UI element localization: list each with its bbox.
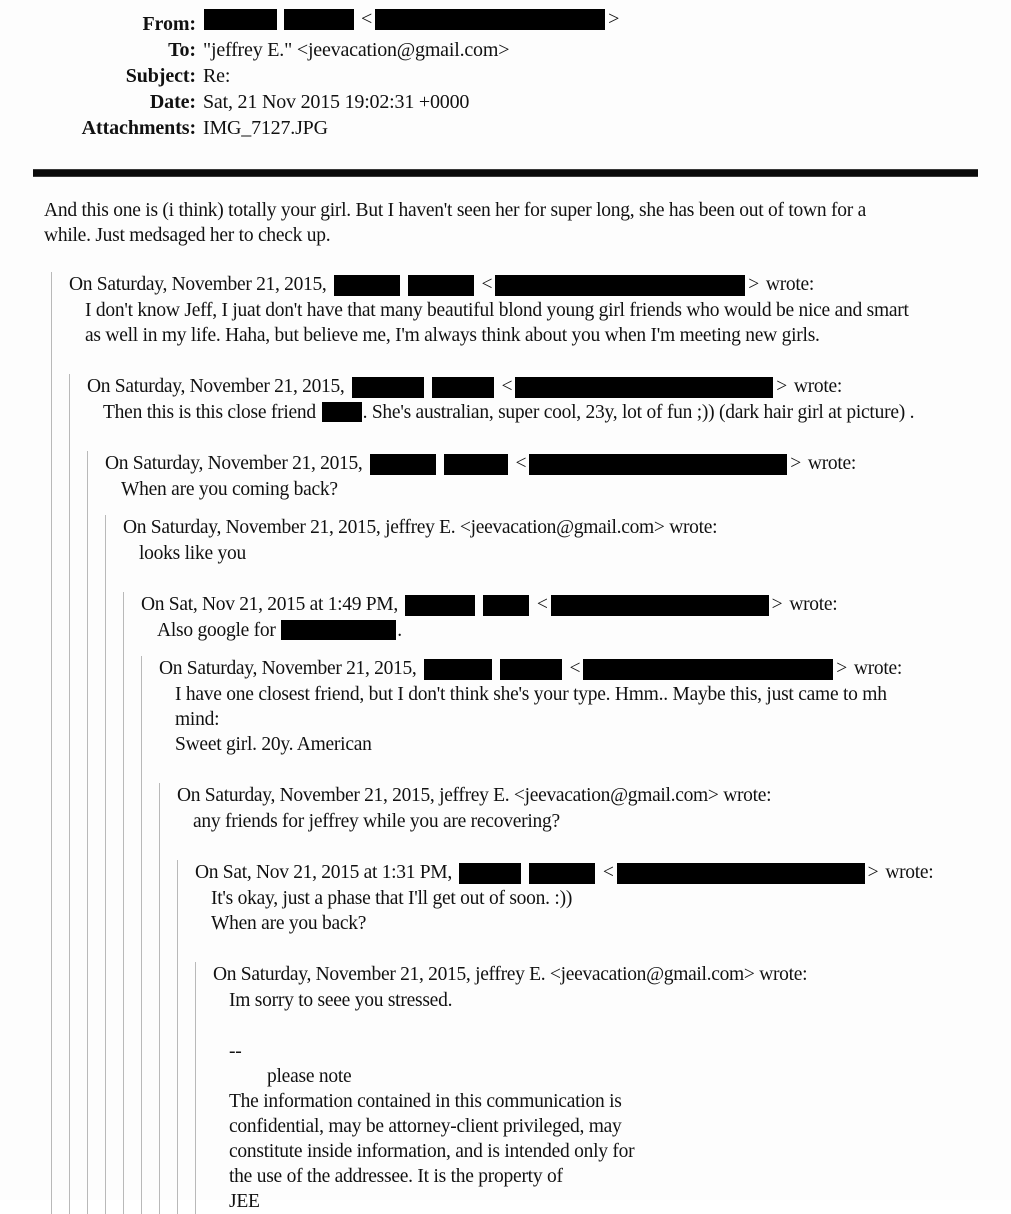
quote-body-6-line-1: I have one closest friend, but I don't think she's your type. Hmm.. Maybe this, just came to mh	[175, 684, 887, 705]
intro-paragraph	[44, 198, 971, 248]
header-row-date	[0, 89, 1011, 115]
quote-header-1	[69, 272, 1011, 298]
angle-bracket-open-2: <	[501, 376, 513, 397]
quote-suffix-3: wrote:	[807, 453, 856, 474]
angle-bracket-close-1: >	[748, 274, 759, 295]
quote-body-1	[69, 298, 1011, 348]
redaction-sender-email-5	[551, 595, 769, 616]
quote-body-3-line-1: When are you coming back?	[121, 479, 338, 500]
quote-body-4	[123, 541, 1011, 566]
redaction-google-search-term	[281, 620, 396, 640]
quote-prefix-8: On Sat, Nov 21, 2015 at 1:31 PM,	[195, 862, 452, 883]
quote-spacer-4	[123, 566, 1011, 592]
angle-bracket-open: <	[361, 8, 373, 30]
redaction-sender-last-8	[529, 863, 595, 884]
quote-level-2	[69, 374, 1011, 1214]
quote-level-9	[195, 962, 1011, 1214]
quote-body-5-pre: Also google for	[157, 620, 281, 641]
angle-bracket-open-6: <	[569, 658, 581, 679]
intro-line-1: And this one is (i think) totally your girl. But I haven't seen her for super long, she has been out of town for a	[44, 200, 867, 221]
redaction-sender-first-6	[424, 659, 492, 680]
quote-suffix-2: wrote:	[793, 376, 842, 397]
angle-bracket-open-3: <	[515, 453, 527, 474]
redaction-sender-last-3	[444, 454, 508, 475]
header-label-attachments: Attachments:	[81, 116, 196, 139]
quote-body-9	[213, 988, 1011, 1013]
redaction-sender-first-3	[370, 454, 436, 475]
redaction-sender-last-5	[483, 595, 529, 616]
header-value-from	[196, 6, 619, 32]
quote-suffix-6: wrote:	[853, 658, 902, 679]
disclaimer-line-5: JEE	[229, 1191, 260, 1212]
redaction-from-email	[375, 9, 605, 30]
quote-prefix-7: On Saturday, November 21, 2015, jeffrey E. <jeevacation@gmail.com> wrote:	[177, 785, 772, 806]
header-value-subject: Re:	[203, 64, 231, 87]
quote-body-8-line-2: When are you back?	[211, 913, 367, 934]
redaction-sender-last-6	[500, 659, 562, 680]
quote-body-5-line-1	[157, 618, 1011, 643]
quote-body-7	[177, 809, 1011, 834]
redaction-sender-email-3	[529, 454, 787, 475]
quote-body-7-line-1: any friends for jeffrey while you are recovering?	[193, 811, 560, 832]
redaction-sender-email-6	[583, 659, 833, 680]
quote-spacer-7	[177, 834, 1011, 860]
angle-bracket-open-1: <	[481, 274, 493, 295]
angle-bracket-close-5: >	[771, 594, 783, 615]
quote-body-2	[87, 400, 1011, 425]
header-value-date: Sat, 21 Nov 2015 19:02:31 +0000	[203, 90, 470, 113]
header-body-divider	[33, 169, 978, 177]
redaction-sender-email-8	[617, 863, 865, 884]
redaction-from-first-name	[204, 9, 277, 30]
quote-suffix-8: wrote:	[885, 862, 934, 883]
quote-level-3	[87, 451, 1011, 1214]
quote-body-8-line-1: It's okay, just a phase that I'll get out of soon. :))	[211, 888, 573, 909]
angle-bracket-close: >	[608, 8, 620, 30]
quote-level-8	[177, 860, 1011, 1214]
quote-prefix-4: On Saturday, November 21, 2015, jeffrey E. <jeevacation@gmail.com> wrote:	[123, 517, 718, 538]
angle-bracket-close-6: >	[836, 658, 847, 679]
header-label-date: Date:	[149, 90, 196, 113]
email-body	[0, 198, 1011, 1214]
header-row-to	[0, 37, 1011, 63]
quote-body-8	[195, 886, 1011, 936]
header-value-attachments: IMG_7127.JPG	[203, 116, 328, 139]
header-row-from	[0, 6, 1011, 37]
quote-spacer-3	[105, 502, 1011, 515]
redaction-sender-last-1	[408, 275, 474, 296]
email-signature-block	[213, 1039, 1011, 1214]
quote-spacer-6	[159, 757, 1011, 783]
quote-prefix-2: On Saturday, November 21, 2015,	[87, 376, 345, 397]
redaction-sender-last-2	[432, 377, 494, 398]
quote-spacer-8	[195, 936, 1011, 962]
quote-level-6	[141, 656, 1011, 1214]
redaction-friend-name	[322, 402, 362, 422]
quote-header-3	[105, 451, 1011, 477]
redaction-sender-email-1	[495, 275, 745, 296]
quote-prefix-5: On Sat, Nov 21, 2015 at 1:49 PM,	[141, 594, 398, 615]
quote-header-5	[141, 592, 1011, 618]
disclaimer-line-1: The information contained in this communication is	[229, 1091, 622, 1112]
header-label-to: To:	[168, 38, 196, 61]
quote-level-7	[159, 783, 1011, 1214]
disclaimer-line-2: confidential, may be attorney-client privileged, may	[229, 1116, 622, 1137]
quote-header-4	[123, 515, 1011, 541]
redaction-sender-first-5	[405, 595, 475, 616]
redaction-sender-first-2	[352, 377, 424, 398]
quote-body-5-post: .	[397, 620, 402, 641]
quote-body-6-line-2: mind:	[175, 709, 220, 730]
signature-spacer	[213, 1013, 1011, 1039]
redaction-from-last-name	[284, 9, 354, 30]
quote-header-7	[177, 783, 1011, 809]
quote-body-1-line-2: as well in my life. Haha, but believe me, I'm always think about you when I'm meeting new girls.	[85, 325, 820, 346]
quote-prefix-3: On Saturday, November 21, 2015,	[105, 453, 363, 474]
quote-prefix-9: On Saturday, November 21, 2015, jeffrey E. <jeevacation@gmail.com> wrote:	[213, 964, 808, 985]
redaction-sender-first-1	[334, 275, 400, 296]
quote-body-6-line-3: Sweet girl. 20y. American	[175, 734, 372, 755]
quote-body-4-line-1: looks like you	[139, 543, 246, 564]
header-value-to: "jeffrey E." <jeevacation@gmail.com>	[203, 38, 510, 61]
disclaimer-line-3: constitute inside information, and is intended only for	[229, 1141, 635, 1162]
quote-spacer-2	[87, 425, 1011, 451]
redaction-sender-email-2	[515, 377, 773, 398]
quote-body-2-post: . She's australian, super cool, 23y, lot of fun ;)) (dark hair girl at picture) .	[362, 402, 915, 423]
quote-header-6	[159, 656, 1011, 682]
angle-bracket-open-5: <	[536, 594, 548, 615]
angle-bracket-close-2: >	[776, 376, 787, 397]
quote-level-5	[123, 592, 1011, 1214]
intro-line-2: while. Just medsaged her to check up.	[44, 225, 331, 246]
quote-header-2	[87, 374, 1011, 400]
quote-body-9-line-1: Im sorry to seee you stressed.	[229, 990, 453, 1011]
quote-prefix-6: On Saturday, November 21, 2015,	[159, 658, 417, 679]
quote-header-8	[195, 860, 1011, 886]
quote-body-6	[159, 682, 1011, 757]
header-label-subject: Subject:	[125, 64, 196, 87]
quote-suffix-5: wrote:	[789, 594, 838, 615]
header-row-subject	[0, 63, 1011, 89]
quote-body-5	[141, 618, 1011, 643]
quote-body-2-pre: Then this is this close friend	[103, 402, 321, 423]
email-header	[0, 0, 1011, 141]
quote-spacer-1	[69, 348, 1011, 374]
quote-prefix-1: On Saturday, November 21, 2015,	[69, 274, 327, 295]
header-label-from: From:	[142, 12, 196, 35]
header-row-attachments	[0, 115, 1011, 141]
angle-bracket-close-8: >	[867, 862, 879, 883]
quote-body-3	[105, 477, 1011, 502]
quote-level-4	[105, 515, 1011, 1214]
signature-please-note: please note	[267, 1066, 352, 1087]
quote-body-1-line-1: I don't know Jeff, I juat don't have that many beautiful blond young girl friends who would be nice and smart	[85, 300, 909, 321]
quote-header-9	[213, 962, 1011, 988]
quote-suffix-1: wrote:	[765, 274, 814, 295]
redaction-sender-first-8	[459, 863, 521, 884]
disclaimer-line-4: the use of the addressee. It is the property of	[229, 1166, 563, 1187]
angle-bracket-open-8: <	[602, 862, 614, 883]
quote-level-1	[51, 272, 1011, 1214]
quote-body-2-line-1	[103, 400, 1011, 425]
angle-bracket-close-3: >	[790, 453, 801, 474]
quote-spacer-5	[141, 643, 1011, 656]
signature-dashes: --	[229, 1041, 242, 1062]
